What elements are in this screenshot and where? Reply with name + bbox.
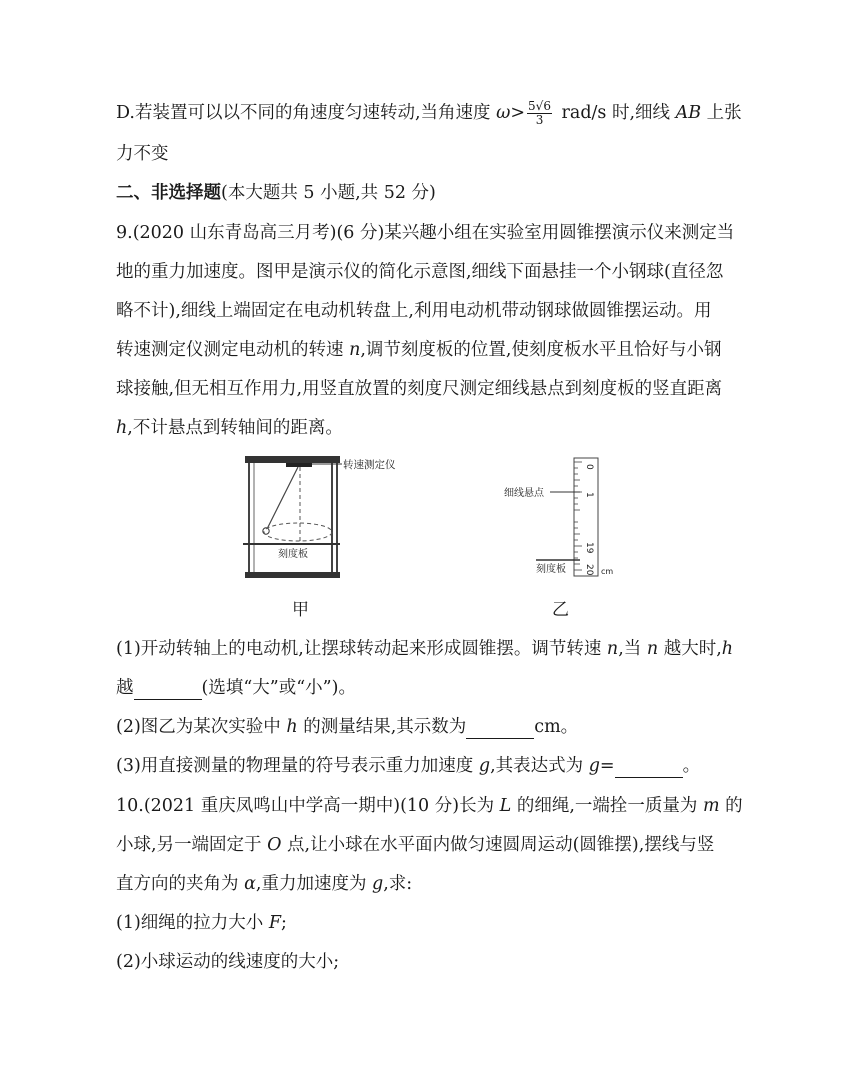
answer-blank-1[interactable]	[134, 681, 202, 700]
q9-sub3-b: ,其表达式为	[490, 756, 589, 776]
q9-sub1-d: 越	[116, 678, 134, 698]
q10-line1-b: 的细绳,一端拴一质量为	[511, 796, 703, 816]
figure-jia	[240, 452, 415, 582]
g-symbol: g	[478, 756, 491, 776]
q9-sub2-c: cm。	[534, 717, 579, 737]
q9-line4	[116, 338, 721, 362]
option-d-text: D.若装置可以以不同的角速度匀速转动,当角速度	[116, 103, 497, 123]
string	[267, 467, 298, 529]
q9-sub2-a: (2)图乙为某次实验中	[116, 717, 287, 737]
q9-sub1-c: 越大时,	[658, 639, 722, 659]
O-symbol: O	[267, 835, 282, 855]
q10-sub1-b: ;	[281, 913, 287, 933]
tick-label-0: 0	[584, 464, 594, 470]
meter-label: 转速测定仪	[343, 459, 396, 471]
h-symbol: h	[116, 418, 128, 438]
option-d-unit: rad/s 时,细线	[555, 103, 676, 123]
omega-symbol: ω	[496, 103, 511, 123]
q10-line2-a: 小球,另一端固定于	[116, 835, 268, 855]
fraction-numerator: 5√6	[528, 99, 551, 113]
section-heading	[116, 181, 436, 205]
motor-block	[286, 463, 312, 467]
q10-line1-a: 10.(2021 重庆凤鸣山中学高一期中)(10 分)长为	[116, 796, 500, 816]
q10-sub1	[116, 911, 287, 935]
figure-yi-caption: 乙	[552, 600, 569, 620]
fraction-denominator: 3	[535, 113, 544, 127]
base-bar	[245, 572, 340, 578]
q9-line4-b: ,调节刻度板的位置,使刻度板水平且恰好与小钢	[360, 340, 722, 360]
circular-path	[264, 523, 332, 541]
q9-sub3-d: 。	[682, 756, 701, 776]
fraction	[527, 100, 552, 127]
q9-line3: 略不计),细线上端固定在电动机转盘上,利用电动机带动钢球做圆锥摆运动。用	[116, 301, 712, 321]
ab-symbol: AB	[675, 103, 702, 123]
top-bar	[245, 456, 340, 463]
section-note: (本大题共 5 小题,共 52 分)	[221, 183, 436, 203]
q9-sub1-line2	[116, 676, 356, 700]
q10-line3-b: ,重力加速度为	[255, 874, 373, 894]
g-symbol-2: g	[588, 756, 600, 776]
suspension-point-label: 细线悬点	[504, 488, 544, 499]
n-symbol-2: n	[606, 639, 619, 659]
q9-line5: 球接触,但无相互作用力,用竖直放置的刻度尺测定细线悬点到刻度板的竖直距离	[116, 379, 723, 399]
q9-line6	[116, 416, 343, 440]
answer-blank-3[interactable]	[615, 759, 683, 778]
figure-jia-caption: 甲	[292, 600, 309, 620]
q9-sub1-e: (选填“大”或“小”)。	[201, 678, 356, 698]
equals-sign: =	[599, 756, 615, 776]
tick-label-19: 19	[584, 542, 594, 554]
option-d-line1	[116, 100, 742, 127]
plate-label: 刻度板	[278, 549, 308, 560]
q9-sub1-a: (1)开动转轴上的电动机,让摆球转动起来形成圆锥摆。调节转速	[116, 639, 607, 659]
q9-line1: 9.(2020 山东青岛高三月考)(6 分)某兴趣小组在实验室用圆锥摆演示仪来测定当	[116, 223, 735, 243]
q10-line2-b: 点,让小球在水平面内做匀速圆周运动(圆锥摆),摆线与竖	[281, 835, 715, 855]
gt-symbol: >	[510, 103, 526, 123]
q10-line2	[116, 833, 714, 857]
L-symbol: L	[499, 796, 512, 816]
h-symbol-2: h	[721, 639, 734, 659]
q10-sub1-a: (1)细绳的拉力大小	[116, 913, 269, 933]
q10-line3	[116, 872, 412, 896]
n-symbol: n	[349, 340, 361, 360]
alpha-symbol: α	[244, 874, 256, 894]
section-title: 二、非选择题	[116, 183, 221, 203]
F-symbol: F	[268, 913, 282, 933]
q9-sub1-b: ,当	[618, 639, 647, 659]
m-symbol: m	[702, 796, 720, 816]
answer-blank-2[interactable]	[466, 720, 534, 739]
q9-line6-b: ,不计悬点到转轴间的距离。	[127, 418, 343, 438]
q9-sub2	[116, 715, 578, 739]
option-d-suffix: 上张	[701, 103, 742, 123]
q9-line4-a: 转速测定仪测定电动机的转速	[116, 340, 350, 360]
q9-sub1-line1	[116, 637, 733, 661]
q9-line2: 地的重力加速度。图甲是演示仪的简化示意图,细线下面悬挂一个小钢球(直径忽	[116, 262, 724, 282]
q10-sub2: (2)小球运动的线速度的大小;	[116, 952, 340, 972]
h-symbol-3: h	[286, 717, 298, 737]
n-symbol-3: n	[646, 639, 659, 659]
unit-label: cm	[601, 567, 614, 576]
q10-line1-c: 的	[719, 796, 743, 816]
plate-label-yi: 刻度板	[536, 564, 566, 575]
tick-label-20: 20	[584, 564, 594, 576]
q9-sub3	[116, 754, 700, 778]
q9-sub2-b: 的测量结果,其示数为	[297, 717, 467, 737]
g-symbol-3: g	[372, 874, 384, 894]
q10-line3-c: ,求:	[383, 874, 413, 894]
q9-sub3-a: (3)用直接测量的物理量的符号表示重力加速度	[116, 756, 479, 776]
q10-line1	[116, 794, 743, 818]
q10-line3-a: 直方向的夹角为	[116, 874, 245, 894]
option-d-line2: 力不变	[116, 144, 169, 164]
figure-yi	[500, 452, 630, 582]
tick-label-1: 1	[584, 492, 594, 498]
